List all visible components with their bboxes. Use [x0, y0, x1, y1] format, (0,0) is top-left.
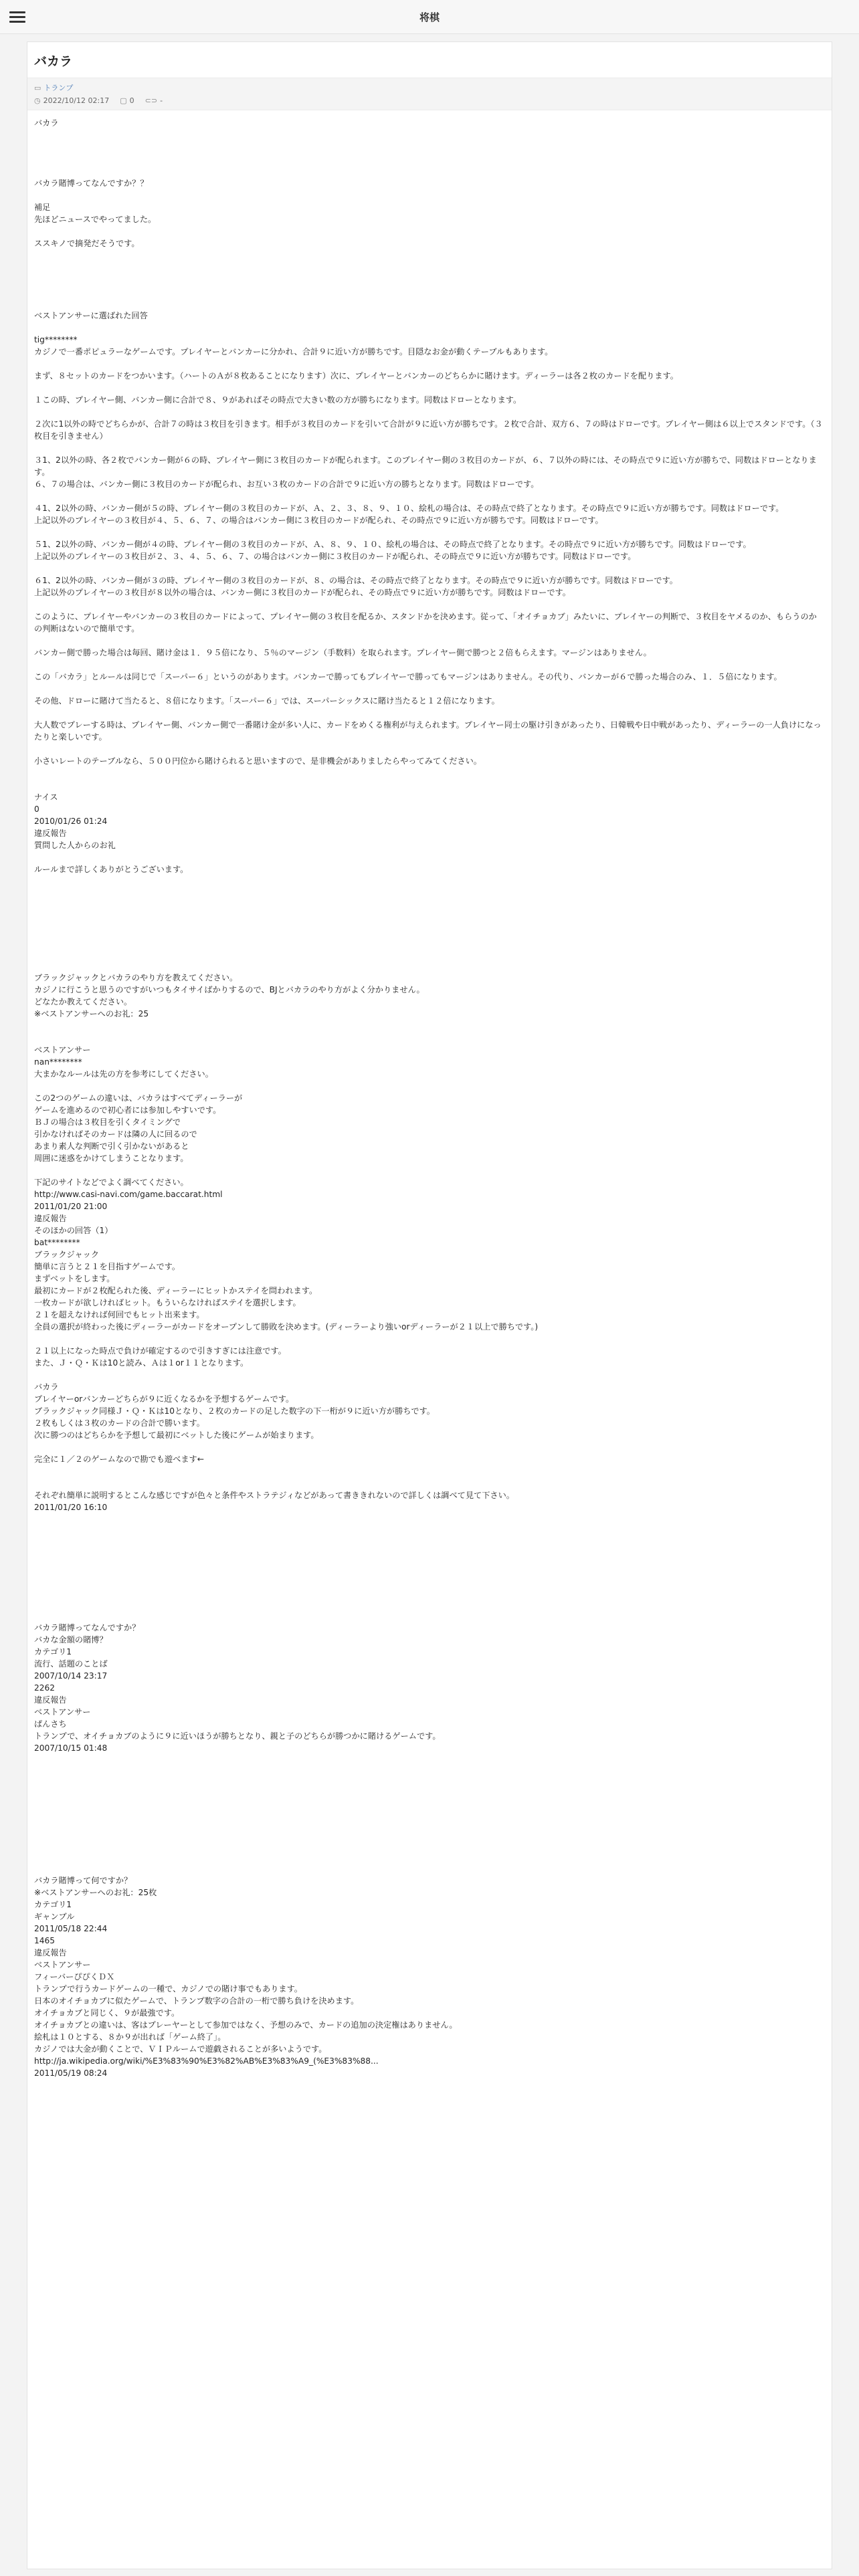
- content-paragraph: その他、ドローに賭けて当たると、８倍になります。「スーパー６」では、スーパーシックスに賭け当たると１２倍になります。: [34, 696, 500, 706]
- content-paragraph: この「バカラ」とルールは同じで「スーパー６」というのがあります。バンカーで勝ってもプレイヤーで勝ってもマージンはありません。その代り、バンカーが６で勝った場合のみ、１．５倍になります。: [34, 672, 782, 681]
- clock-icon: ◷: [34, 96, 41, 105]
- article-meta: [27, 78, 832, 110]
- content-paragraph: ４1、2以外の時、バンカー側が５の時、プレイヤー側の３枚目のカードが、Ａ、２、３、８、９、１０、絵札の場合は、その時点で終了となります。その時点で９に近い方が勝ちです。同数はドローです。 上記以外のプレイヤーの３枚目が４、５、６、７、の場合はバンカー側に３枚目のカードが配られ、その時点で９に近い方が勝ちです。同数はドローです。: [34, 504, 784, 525]
- content-paragraph: 小さいレートのテーブルなら、５００円位から賭けられると思いますので、是非機会がありましたらやってみてください。: [34, 756, 482, 766]
- content-paragraph: 補足 先ほどニュースでやってました。: [34, 203, 157, 224]
- tag-icon: ⊂⊃: [145, 96, 158, 105]
- folder-icon: ▭: [34, 83, 41, 92]
- content-paragraph: このように、プレイヤーやバンカーの３枚目のカードによって、プレイヤー側の３枚目を配るか、スタンドかを決めます。従って、「オイチョカブ」みたいに、プレイヤーの判断で、３枚目をヤメるのか、もらうのかの判断はないので簡単です。: [34, 612, 817, 633]
- content-paragraph: ブラックジャックとバカラのやり方を教えてください。 カジノに行こうと思うのですがいつもタイサイばかりするので、BJとバカラのやり方がよく分かりません。 どなたか教えてください。 ※ベストアンサーへのお礼：25: [34, 973, 425, 1018]
- content-paragraph: まず、８セットのカードをつかいます。（ハートのＡが８枚あることになります）次に、プレイヤーとバンカーのどちらかに賭けます。ディーラーは各２枚のカードを配ります。: [34, 371, 678, 381]
- article-title: バカラ: [34, 54, 73, 69]
- content-paragraph: ６1、2以外の時、バンカー側が３の時、プレイヤー側の３枚目のカードが、８、の場合は、その時点で終了となります。その時点で９に近い方が勝ちです。同数はドローです。 上記以外のプレイヤーの３枚目が８以外の場合は、バンカー側に３枚目のカードが配られ、その時点で９に近い方が勝ちです。同数はドローです。: [34, 576, 678, 597]
- content-paragraph: バカラ賭博ってなんですか？？: [34, 179, 149, 188]
- content-paragraph: バンカー側で勝った場合は毎回、賭け金は１．９５倍になり、５％のマージン（手数料）を取られます。プレイヤー側で勝つと２倍もらえます。マージンはありません。: [34, 648, 652, 657]
- content-paragraph: ５1、2以外の時、バンカー側が４の時、プレイヤー側の３枚目のカードが、Ａ、８、９、１０、絵札の場合は、その時点で終了となります。その時点で９に近い方が勝ちです。同数はドローです。 上記以外のプレイヤーの３枚目が２、３、４、５、６、７、の場合はバンカー側に３枚目のカードが配られ、その時点で９に近い方が勝ちです。同数はドローです。: [34, 540, 751, 561]
- content-paragraph: ベストアンサー nan******** 大まかなルールは先の方を参考にしてください。: [34, 1045, 213, 1079]
- content-paragraph: バカラ賭博って何ですか？ ※ベストアンサーへのお礼：25枚 カテゴリ1 ギャンブル 2011/05/18 22:44 1465 違反報告 ベストアンサー フィーバーぴぴくＤＸ トランプで行うカードゲームの一種で、カジノでの賭け事でもあります。 日本のオイチョカブに似たゲームで、トランプ数字の合計の一桁で勝ち負けを決めます。 オイチョカブと同じく、９が最強です。 オイチョカブとの違いは、客はプレーヤーとして参加ではなく、予想のみで、カードの追加の決定権はありません。 絵札は１０とする、８か９が出れば「ゲーム終了」。 カジノでは大金が動くことで、ＶＩＰルームで遊戯されることが多いようです。 http://ja.wikipedia.org/wiki/%E3%83%90%E3%82%AB%E3%83%A9_(%E3%83%88... 2011/05/19 08:24: [34, 1876, 458, 2078]
- comment-icon: ▢: [120, 96, 127, 105]
- content-paragraph: この2つのゲームの違いは、バカラはすべてディーラーが ゲームを進めるので初心者には参加しやすいです。 ＢＪの場合は３枚目を引くタイミングで 引かなければそのカードは隣の人に回るので あまり素人な判断で引く引かないがあると 周囲に迷惑をかけてしまうことなります。: [34, 1093, 243, 1163]
- content-paragraph: ナイス 0 2010/01/26 01:24 違反報告 質問した人からのお礼: [34, 792, 116, 850]
- content-paragraph: それぞれ簡単に説明するとこんな感じですが色々と条件やストラテジィなどがあって書ききれないので詳しくは調べて見て下さい。 2011/01/20 16:10: [34, 1491, 514, 1512]
- content-paragraph: tig******** カジノで一番ポピュラーなゲームです。プレイヤーとバンカーに分かれ、合計９に近い方が勝ちです。目隠なお金が動くテーブルもあります。: [34, 335, 553, 356]
- hamburger-menu-icon[interactable]: [9, 9, 25, 23]
- content-paragraph: ススキノで摘発だそうです。: [34, 239, 140, 248]
- content-paragraph: ベストアンサーに選ばれた回答: [34, 311, 148, 320]
- content-paragraph: 下記のサイトなどでよく調べてください。 http://www.casi-navi.com/game.baccarat.html 2011/01/20 21:00 違反報告 そのほかの回答（1） bat******** ブラックジャック 簡単に言うと２１を目指すゲームです。 まずベットをします。 最初にカードが２枚配られた後、ディーラーにヒットかステイを問われます。 一枚カードが欲しければヒット。もういらなければステイを選択します。 ２１を超えなければ何回でもヒット出来ます。 全員の選択が終わった後にディーラーがカードをオープンして勝敗を決めます。(ディーラーより強いorディーラーが２１以上で勝ちです。): [34, 1178, 539, 1331]
- content-paragraph: バカラ: [34, 118, 59, 128]
- content-paragraph: 大人数でプレーする時は、プレイヤー側、バンカー側で一番賭け金が多い人に、カードをめくる権利が与えられます。プレイヤー同士の駆け引きがあったり、日韓戦や日中戦があったり、ディーラーの一人負けになったりと楽しいです。: [34, 720, 822, 742]
- content-paragraph: 完全に１／２のゲームなので勘でも遊べます←: [34, 1455, 204, 1464]
- content-paragraph: バカラ プレイヤーorバンカーどちらが９に近くなるかを予想するゲームです。 ブラックジャック同様Ｊ・Ｑ・Ｋは10となり、２枚のカードの足した数字の下一桁が９に近い方が勝ちです。 ２枚もしくは３枚のカードの合計で勝います。 次に勝つのはどちらかを予想して最初にベットした後にゲームが始まります。: [34, 1382, 435, 1440]
- tag-value: -: [160, 96, 163, 105]
- content-paragraph: バカラ賭博ってなんですか？ バカな金額の賭博？ カテゴリ1 流行、話題のことば 2007/10/14 23:17 2262 違反報告 ベストアンサー ぱんさち トランプで、オイチョカブのように９に近いほうが勝ちとなり、親と子のどちらが勝つかに賭けるゲームです。 2007/10/15 01:48: [34, 1623, 441, 1753]
- article-body: [27, 110, 832, 2079]
- content-paragraph: ３1、2以外の時、各２枚でバンカー側が６の時、プレイヤー側に３枚目のカードが配られます。このプレイヤー側の３枚目のカードが、６、７以外の時には、その時点で９に近い方が勝ちで、同数はドローとなります。 ６、７の場合は、バンカー側に３枚目のカードが配られ、お互い３枚のカードの合計で９に近い方の勝ちとなります。同数はドローです。: [34, 455, 817, 489]
- category-link[interactable]: トランプ: [43, 84, 74, 92]
- post-date: 2022/10/12 02:17: [43, 96, 110, 105]
- article-card: [27, 41, 832, 2569]
- content-paragraph: １この時、プレイヤー側、バンカー側に合計で８、９があればその時点で大きい数の方が勝ちになります。同数はドローとなります。: [34, 395, 522, 405]
- top-bar: [0, 0, 859, 34]
- comment-count: 0: [129, 96, 134, 105]
- content-paragraph: ルールまで詳しくありがとうございます。: [34, 865, 189, 874]
- site-title[interactable]: 将棋: [419, 11, 440, 23]
- content-paragraph: ２次に1以外の時でどちらかが、合計７の時は３枚目を引きます。相手が３枚目のカードを引いて合計が９に近い方が勝ちです。２枚で合計、双方６、７の時はドローです。プレイヤー側は６以上でスタンドです。（３枚目を引きません）: [34, 419, 823, 441]
- content-paragraph: ２１以上になった時点で負けが確定するので引きすぎには注意です。 また、Ｊ・Ｑ・Ｋは10と読み、Ａは１or１１となります。: [34, 1346, 286, 1368]
